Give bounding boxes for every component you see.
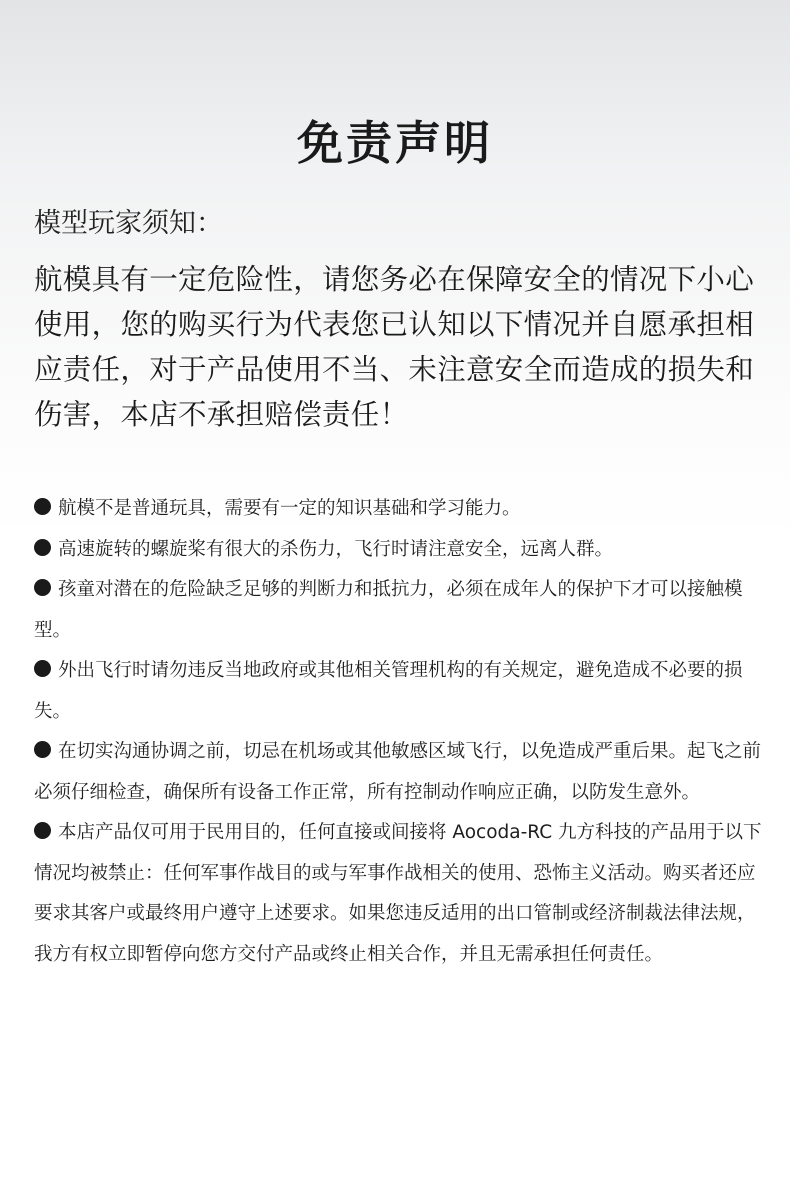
bullet-icon — [34, 498, 51, 515]
notice-item — [34, 530, 762, 571]
notice-text: 在切实沟通协调之前，切忌在机场或其他敏感区域飞行，以免造成严重后果。起飞之前必须仔细检查，确保所有设备工作正常，所有控制动作响应正确，以防发生意外。 — [34, 741, 762, 803]
notice-item — [34, 732, 762, 813]
bullet-icon — [34, 741, 51, 758]
bullet-icon — [34, 822, 51, 839]
bullet-icon — [34, 579, 51, 596]
notice-text: 高速旋转的螺旋桨有很大的杀伤力，飞行时请注意安全，远离人群。 — [58, 538, 614, 560]
notice-text: 航模不是普通玩具，需要有一定的知识基础和学习能力。 — [58, 498, 521, 519]
page-title: 免责声明 — [297, 116, 493, 170]
notice-text: 孩童对潜在的危险缺乏足够的判断力和抵抗力，必须在成年人的保护下才可以接触模型。 — [34, 579, 743, 641]
notice-text: 本店产品仅可用于民用目的，任何直接或间接将 Aocoda-RC 九方科技的产品用于以下情况均被禁止：任何军事作战目的或与军事作战相关的使用、恐怖主义活动。购买者还应要求其客户或最终用户遵守上述要求。如果您违反适用的出口管制或经济制裁法律法规，我方有权立即暂停向您方交付产品或终止相关合作，并且无需承担任何责任。 — [34, 822, 762, 965]
notice-item — [34, 651, 762, 732]
notice-item — [34, 813, 762, 975]
notice-item — [34, 489, 762, 530]
notice-list — [34, 489, 762, 975]
warning-paragraph: 航模具有一定危险性，请您务必在保障安全的情况下小心使用，您的购买行为代表您已认知以下情况并自愿承担相应责任，对于产品使用不当、未注意安全而造成的损失和伤害，本店不承担赔偿责任！ — [34, 263, 755, 431]
notice-text: 外出飞行时请勿违反当地政府或其他相关管理机构的有关规定，避免造成不必要的损失。 — [34, 660, 743, 722]
subtitle: 模型玩家须知： — [34, 208, 223, 239]
bullet-icon — [34, 660, 51, 677]
notice-item — [34, 570, 762, 651]
bullet-icon — [34, 539, 51, 556]
